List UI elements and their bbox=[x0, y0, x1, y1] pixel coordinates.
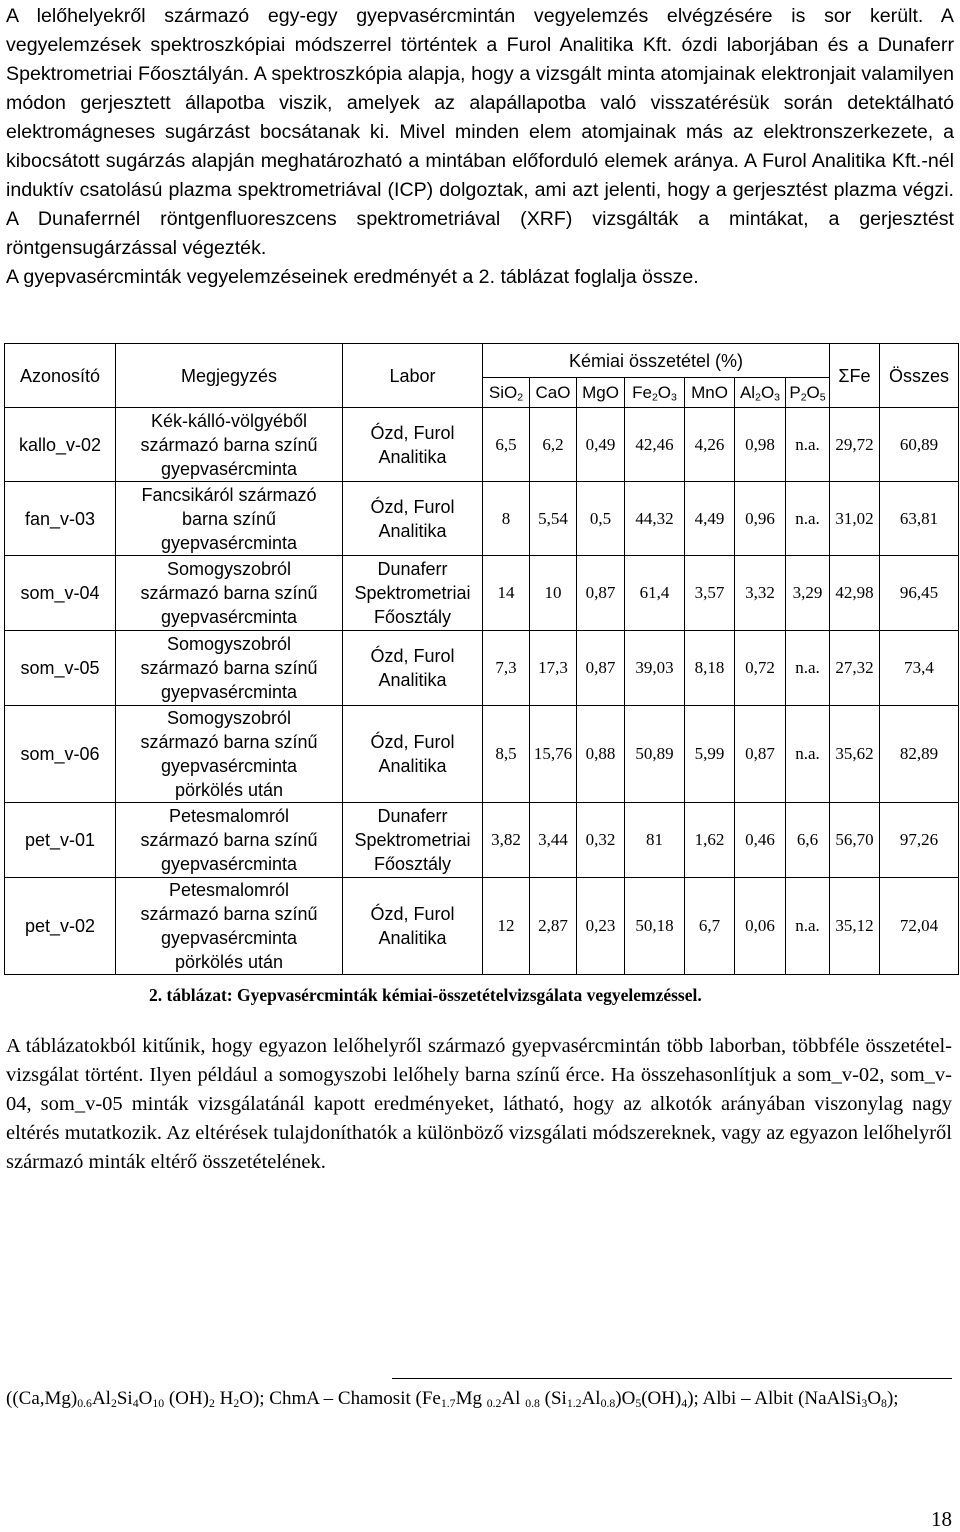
sample-id: kallo_v-02 bbox=[5, 408, 116, 482]
header-compound-3: $Fe_2O_3$ bbox=[625, 378, 685, 408]
value-cell: 63,81 bbox=[880, 482, 959, 556]
sample-lab: Dunaferr Spektrometriai Főosztály bbox=[343, 803, 483, 878]
subscript: 2 bbox=[755, 391, 761, 404]
sample-id: som_v-05 bbox=[5, 631, 116, 706]
value-cell: 8,5 bbox=[483, 706, 530, 803]
table-row bbox=[5, 878, 959, 975]
subscript: 8 bbox=[881, 1396, 887, 1410]
value-cell: 0,87 bbox=[735, 706, 786, 803]
value-cell: 7,3 bbox=[483, 631, 530, 706]
subscript: 5 bbox=[819, 391, 826, 404]
subscript: 3 bbox=[671, 391, 677, 404]
value-cell: 60,89 bbox=[880, 408, 959, 482]
sample-lab: Ózd, Furol Analitika bbox=[343, 482, 483, 556]
subscript: 0.6 bbox=[77, 1396, 92, 1410]
value-cell: 8,18 bbox=[685, 631, 735, 706]
value-cell: 39,03 bbox=[625, 631, 685, 706]
value-cell: 3,32 bbox=[735, 556, 786, 631]
header-note: Megjegyzés bbox=[116, 344, 343, 408]
subscript: 3 bbox=[774, 391, 781, 404]
value-cell: 0,23 bbox=[577, 878, 625, 975]
value-cell: 14 bbox=[483, 556, 530, 631]
subscript: 2 bbox=[517, 391, 524, 404]
sample-id: som_v-04 bbox=[5, 556, 116, 631]
value-cell: 6,2 bbox=[530, 408, 577, 482]
header-chemical-composition: Kémiai összetétel (%) bbox=[483, 344, 830, 378]
value-cell: 27,32 bbox=[830, 631, 880, 706]
value-cell: 44,32 bbox=[625, 482, 685, 556]
value-cell: 0,87 bbox=[577, 631, 625, 706]
table-row bbox=[5, 803, 959, 878]
value-cell: 6,7 bbox=[685, 878, 735, 975]
subscript: 2 bbox=[651, 391, 658, 404]
header-total: Összes bbox=[880, 344, 959, 408]
value-cell: 29,72 bbox=[830, 408, 880, 482]
sample-id: pet_v-01 bbox=[5, 803, 116, 878]
value-cell: 1,62 bbox=[685, 803, 735, 878]
value-cell: 50,89 bbox=[625, 706, 685, 803]
sample-lab: Ózd, Furol Analitika bbox=[343, 878, 483, 975]
table-caption: 2. táblázat: Gyepvasércminták kémiai-összetételvizsgálata vegyelemzéssel. bbox=[149, 985, 702, 1005]
value-cell: n.a. bbox=[786, 631, 830, 706]
value-cell: 42,98 bbox=[830, 556, 880, 631]
value-cell: 72,04 bbox=[880, 878, 959, 975]
sample-note: Somogyszobról származó barna színű gyepvasércminta pörkölés után bbox=[116, 706, 343, 803]
subscript: 1.7 bbox=[440, 1396, 456, 1410]
value-cell: 0,46 bbox=[735, 803, 786, 878]
value-cell: 0,49 bbox=[577, 408, 625, 482]
sample-note: Fancsikáról származó barna színű gyepvasércminta bbox=[116, 482, 343, 556]
subscript: 5 bbox=[635, 1396, 642, 1410]
value-cell: 82,89 bbox=[880, 706, 959, 803]
value-cell: 81 bbox=[625, 803, 685, 878]
subscript: 2 bbox=[800, 391, 807, 404]
value-cell: 10 bbox=[530, 556, 577, 631]
value-cell: 42,46 bbox=[625, 408, 685, 482]
sample-note: Somogyszobról származó barna színű gyepvasércminta bbox=[116, 631, 343, 706]
value-cell: 0,87 bbox=[577, 556, 625, 631]
page-number: 18 bbox=[931, 1507, 952, 1531]
header-compound-0: SiO$_2$ bbox=[483, 378, 530, 408]
value-cell: 97,26 bbox=[880, 803, 959, 878]
value-cell: 61,4 bbox=[625, 556, 685, 631]
sample-note: Petesmalomról származó barna színű gyepvasércminta pörkölés után bbox=[116, 878, 343, 975]
header-compound-6: $P_2O_5$ bbox=[786, 378, 830, 408]
sample-lab: Ózd, Furol Analitika bbox=[343, 631, 483, 706]
header-compound-4: MnO bbox=[685, 378, 735, 408]
value-cell: 6,5 bbox=[483, 408, 530, 482]
value-cell: 35,62 bbox=[830, 706, 880, 803]
value-cell: n.a. bbox=[786, 482, 830, 556]
sample-id: pet_v-02 bbox=[5, 878, 116, 975]
table-row bbox=[5, 482, 959, 556]
sample-lab: Ózd, Furol Analitika bbox=[343, 706, 483, 803]
table-row bbox=[5, 706, 959, 803]
header-compound-2: MgO bbox=[577, 378, 625, 408]
header-lab: Labor bbox=[343, 344, 483, 408]
value-cell: 15,76 bbox=[530, 706, 577, 803]
footnote-mineral-formulas: ($(Ca,Mg)_{0.6}Al_2Si_4O_{10}$ $(OH)_2$ $H_2O$); ChmA – Chamosit ($Fe_{1.7}Mg$ $_{0.2}$Al $_{0.8}$ $(Si_{1.2}Al_{0.8})O_5(OH)_4$); Albi – Albit $(NaAlSi_3O_8)$; bbox=[6, 1388, 899, 1410]
value-cell: 4,49 bbox=[685, 482, 735, 556]
value-cell: 96,45 bbox=[880, 556, 959, 631]
value-cell: 35,12 bbox=[830, 878, 880, 975]
value-cell: 6,6 bbox=[786, 803, 830, 878]
value-cell: 50,18 bbox=[625, 878, 685, 975]
header-sum-fe: ΣFe bbox=[830, 344, 880, 408]
chemical-composition-table bbox=[4, 343, 959, 975]
subscript: 2 bbox=[233, 1396, 240, 1410]
value-cell: 2,87 bbox=[530, 878, 577, 975]
subscript: 10 bbox=[152, 1396, 165, 1410]
intro-text-summary: A gyepvasércminták vegyelemzéseinek eredményét a 2. táblázat foglalja össze. bbox=[6, 266, 699, 288]
subscript: 3 bbox=[861, 1396, 868, 1410]
value-cell: 0,98 bbox=[735, 408, 786, 482]
value-cell: 0,5 bbox=[577, 482, 625, 556]
value-cell: 73,4 bbox=[880, 631, 959, 706]
value-cell: 31,02 bbox=[830, 482, 880, 556]
value-cell: 3,29 bbox=[786, 556, 830, 631]
subscript: 1.2 bbox=[566, 1396, 582, 1410]
intro-paragraph bbox=[6, 2, 954, 292]
value-cell: 5,54 bbox=[530, 482, 577, 556]
value-cell: 0,96 bbox=[735, 482, 786, 556]
sample-note: Somogyszobról származó barna színű gyepvasércminta bbox=[116, 556, 343, 631]
sample-id: som_v-06 bbox=[5, 706, 116, 803]
value-cell: 3,82 bbox=[483, 803, 530, 878]
value-cell: 0,88 bbox=[577, 706, 625, 803]
discussion-paragraph: A táblázatokból kitűnik, hogy egyazon lelőhelyről származó gyepvasércmintán több laborban, többféle összetétel-vizsgálat történt. Ilyen például a somogyszobi lelőhely barna színű érce. Ha összehasonlítjuk a som_v-02, som_v-04, som_v-05 minták vizsgálatánál kapott eredményeket, látható, hogy az alkotók arányában viszonylag nagy eltérés mutatkozik. Az eltérések tulajdoníthatók a különböző vizsgálati módszereknek, vagy az egyazon lelőhelyről származó minták eltérő összetételének. bbox=[6, 1035, 952, 1173]
value-cell: 12 bbox=[483, 878, 530, 975]
header-compound-1: CaO bbox=[530, 378, 577, 408]
subscript: 2 bbox=[110, 1396, 117, 1410]
subscript: 0.8 bbox=[600, 1396, 616, 1410]
sample-id: fan_v-03 bbox=[5, 482, 116, 556]
sample-lab: Ózd, Furol Analitika bbox=[343, 408, 483, 482]
table-row bbox=[5, 408, 959, 482]
value-cell: 17,3 bbox=[530, 631, 577, 706]
value-cell: 8 bbox=[483, 482, 530, 556]
value-cell: 0,06 bbox=[735, 878, 786, 975]
subscript: 2 bbox=[208, 1396, 215, 1410]
value-cell: n.a. bbox=[786, 706, 830, 803]
sample-lab: Dunaferr Spektrometriai Főosztály bbox=[343, 556, 483, 631]
value-cell: 56,70 bbox=[830, 803, 880, 878]
subscript: 4 bbox=[132, 1396, 139, 1410]
intro-text: A lelőhelyekről származó egy-egy gyepvasércmintán vegyelemzés elvégzésére is sor került. A vegyelemzések spektroszkópiai módszerrel történtek a Furol Analitika Kft. ózdi laborjában és a Dunaferr Spektrometriai Főosztályán. A spektroszkópia alapja, hogy a vizsgált minta atomjainak elektronjait valamilyen módon gerjesztett állapotba viszik, amelyek az alapállapotba való visszatérésük során detektálható elektromágneses sugárzást bocsátanak ki. Mivel minden elem atomjainak más az elektronszerkezete, a kibocsátott sugárzás alapján meghatározható a mintában előforduló elemek aránya. A Furol Analitika Kft.-nél induktív csatolású plazma spektrometriával (ICP) dolgoztak, ami azt jelenti, hogy a gerjesztést plazma végzi. A Dunaferrnél röntgenfluoreszcens spektrometriával (XRF) vizsgálták a mintákat, a gerjesztést röntgensugárzással végezték. bbox=[6, 5, 954, 259]
sample-note: Petesmalomról származó barna színű gyepvasércminta bbox=[116, 803, 343, 878]
value-cell: 4,26 bbox=[685, 408, 735, 482]
value-cell: n.a. bbox=[786, 878, 830, 975]
value-cell: n.a. bbox=[786, 408, 830, 482]
footnote-separator bbox=[392, 1378, 952, 1379]
table-row bbox=[5, 631, 959, 706]
value-cell: 0,32 bbox=[577, 803, 625, 878]
value-cell: 5,99 bbox=[685, 706, 735, 803]
header-id: Azonosító bbox=[5, 344, 116, 408]
subscript: 0.2 bbox=[486, 1396, 502, 1410]
value-cell: 0,72 bbox=[735, 631, 786, 706]
subscript: 0.8 bbox=[525, 1396, 540, 1410]
subscript: 4 bbox=[681, 1396, 688, 1410]
header-compound-5: $Al_2O_3$ bbox=[735, 378, 786, 408]
value-cell: 3,57 bbox=[685, 556, 735, 631]
value-cell: 3,44 bbox=[530, 803, 577, 878]
table-row bbox=[5, 556, 959, 631]
sample-note: Kék-kálló-völgyéből származó barna színű gyepvasércminta bbox=[116, 408, 343, 482]
